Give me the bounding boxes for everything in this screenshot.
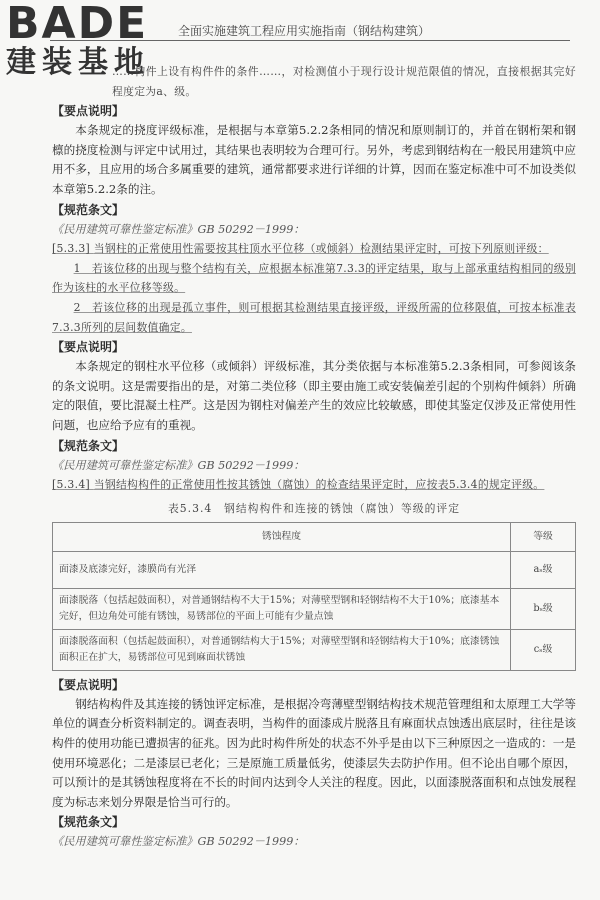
desc-cell: 面漆及底漆完好，漆膜尚有光泽 [53, 551, 511, 588]
section-heading: 【要点说明】 [52, 104, 125, 119]
level-cell: bₛ级 [511, 588, 576, 629]
paragraph: 钢结构构件及其连接的锈蚀评定标准，是根据冷弯薄壁型钢结构技术规范管理组和太原理工大学等单位的调查分析资料制定的。调查表明，当构件的面漆成片脱落且有麻面状点蚀透出底层时，往往是该构件的使用功能已遭损害的征兆。因为此时构件所处的状态不外乎是由以下三种原因之一造成的：一是使用环境恶化；二是漆层已老化；三是原施工质量低劣，使漆层失去防护作用。但不论出自哪个原因，可以预计的是其锈蚀程度将在不长的时间内达到令人关注的程度。因此，以面漆脱落面积和点蚀发展程度为标志来划分界限是恰当可行的。 [52, 696, 576, 809]
standard-citation: 《民用建筑可靠性鉴定标准》GB 50292－1999： [52, 835, 305, 849]
paragraph: 本条规定的挠度评级标准，是根据与本章第5.2.2条相同的情况和原则制订的，并首在钢桁架和钢檩的挠度检测与评定中试用过，其结果也表明较为合理可行。另外，考虑到钢结构在一般民用建筑中应用不多，且应用的场合多属重要的建筑，通常都要求进行详细的计算，因而在鉴定标准中可不加设类似本章第5.2.2条的注。 [52, 123, 576, 196]
clause-text: [5.3.3] 当钢柱的正常使用性需要按其柱顶水平位移（或倾斜）检测结果评定时，可按下列原则评级： [52, 242, 549, 256]
brand-zh: 建装基地 [6, 45, 150, 80]
table-row [53, 629, 576, 670]
paragraph: 本条规定的钢柱水平位移（或倾斜）评级标准，其分类依据与本标准第5.2.3条相同，可参阅该条的条文说明。这是需要指出的是，对第二类位移（即主要由施工或安装偏差引起的个别构件倾斜）所确定的限值，要比混凝土柱严。这是因为钢柱对偏差产生的效应比较敏感，即使其鉴定仅涉及正常使用性问题，也应给予应有的重视。 [52, 359, 576, 432]
desc-cell: 面漆脱落面积（包括起鼓面积），对普通钢结构大于15%；对薄壁型钢和轻钢结构大于10%；底漆锈蚀面积正在扩大，易锈部位可见到麻面状锈蚀 [53, 629, 511, 670]
level-cell: cₛ级 [511, 629, 576, 670]
standard-citation: 《民用建筑可靠性鉴定标准》GB 50292－1999： [52, 458, 305, 472]
header-cell: 等级 [511, 523, 576, 552]
level-cell: aₛ级 [511, 551, 576, 588]
page-content [52, 62, 576, 852]
header-cell: 锈蚀程度 [53, 523, 511, 552]
table-header-row [53, 523, 576, 552]
table-row [53, 551, 576, 588]
clause-text: [5.3.4] 当钢结构构件的正常使用性按其锈蚀（腐蚀）的检查结果评定时，应按表5.3.4的规定评级。 [52, 478, 545, 492]
corrosion-grade-table [52, 522, 576, 671]
clause-number: 5.3.4 [56, 478, 86, 492]
section-heading: 【规范条文】 [52, 202, 125, 217]
desc-cell: 面漆脱落（包括起鼓面积），对普通钢结构不大于15%；对薄壁型钢和轻钢结构不大于10%；底漆基本完好，但边角处可能有锈蚀，易锈部位的平面上可能有少量点蚀 [53, 588, 511, 629]
table-row [53, 588, 576, 629]
clause-number: 5.3.3 [56, 242, 86, 256]
section-heading: 【规范条文】 [52, 438, 125, 453]
section-heading: 【规范条文】 [52, 815, 125, 830]
brand-en: BADE [6, 0, 149, 49]
section-heading: 【要点说明】 [52, 677, 125, 692]
header-rule [50, 40, 570, 41]
clause-item: 1 若该位移的出现与整个结构有关，应根据本标准第7.3.3的评定结果，取与上部承重结构相同的级别作为该柱的水平位移等级。 [52, 261, 576, 295]
section-heading: 【要点说明】 [52, 340, 125, 355]
table-caption: 表5.3.4 钢结构构件和连接的锈蚀（腐蚀）等级的评定 [167, 501, 460, 515]
clause-item: 2 若该位移的出现是孤立事件，则可根据其检测结果直接评级，评级所需的位移限值，可按本标准表7.3.3所列的层间数值确定。 [52, 300, 576, 334]
running-header: 全面实施建筑工程应用实施指南（钢结构建筑） [178, 24, 431, 38]
top-line: ……构件上设有构件件的条件……，对检测值小于现行设计规范限值的情况，直接根据其完好程度定为a、级。 [112, 65, 576, 98]
standard-citation: 《民用建筑可靠性鉴定标准》GB 50292－1999： [52, 222, 305, 236]
